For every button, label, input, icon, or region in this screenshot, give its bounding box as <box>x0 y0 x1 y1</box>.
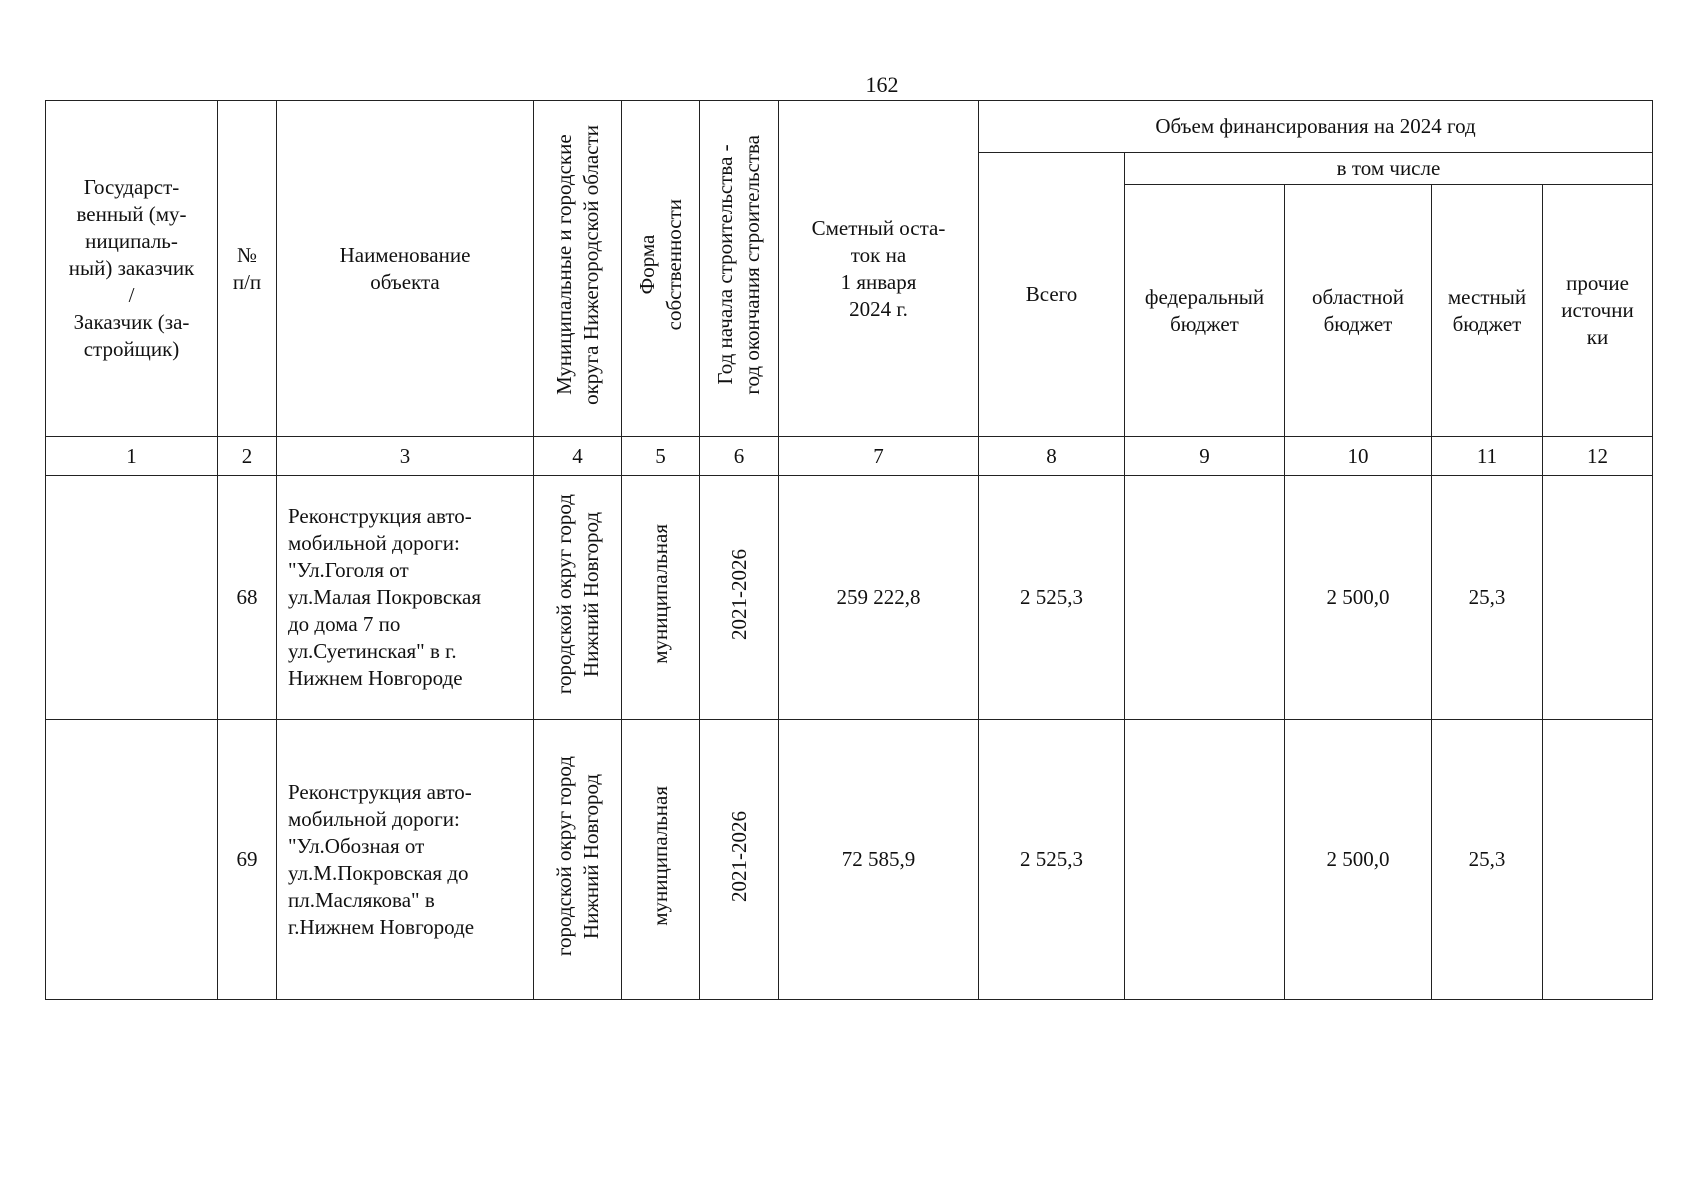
column-number: 8 <box>979 437 1125 476</box>
row-federal <box>1125 476 1285 720</box>
header-customer: Государст- венный (му- ниципаль- ный) заказчик / Заказчик (за- стройщик) <box>46 101 218 437</box>
header-federal: федеральный бюджет <box>1125 185 1285 437</box>
row-customer <box>46 476 218 720</box>
row-object-name: Реконструкция авто- мобильной дороги: "Ул.Обозная от ул.М.Покровская до пл.Маслякова" в г.Нижнем Новгороде <box>277 720 534 1000</box>
row-number: 68 <box>218 476 277 720</box>
column-numbers-row <box>46 437 1653 476</box>
row-ownership-text: муниципальная <box>648 524 672 664</box>
header-number: № п/п <box>218 101 277 437</box>
header-object-name: Наименование объекта <box>277 101 534 437</box>
column-number: 2 <box>218 437 277 476</box>
column-number: 11 <box>1432 437 1543 476</box>
column-number: 6 <box>700 437 779 476</box>
row-total: 2 525,3 <box>979 476 1125 720</box>
row-years <box>700 476 779 720</box>
row-ownership <box>622 720 700 1000</box>
row-local: 25,3 <box>1432 476 1543 720</box>
header-municipality <box>534 101 622 437</box>
row-local: 25,3 <box>1432 720 1543 1000</box>
row-ownership-text: муниципальная <box>648 786 672 926</box>
header-municipality-text: Муниципальные и городские округа Нижегородской области <box>551 125 603 405</box>
row-municipality-text: городской округ город Нижний Новгород <box>551 493 603 695</box>
row-estimate: 72 585,9 <box>779 720 979 1000</box>
page-number: 162 <box>865 72 899 97</box>
column-number: 9 <box>1125 437 1285 476</box>
column-number: 4 <box>534 437 622 476</box>
row-total: 2 525,3 <box>979 720 1125 1000</box>
header-years-text: Год начала строительства - год окончания строительства <box>713 135 764 395</box>
row-municipality <box>534 720 622 1000</box>
row-regional: 2 500,0 <box>1285 720 1432 1000</box>
column-number: 1 <box>46 437 218 476</box>
header-local: местный бюджет <box>1432 185 1543 437</box>
table-row <box>46 476 1653 720</box>
header-total: Всего <box>979 153 1125 437</box>
row-object-name: Реконструкция авто- мобильной дороги: "Ул.Гоголя от ул.Малая Покровская до дома 7 по ул.Суетинская" в г. Нижнем Новгороде <box>277 476 534 720</box>
row-years-text: 2021-2026 <box>726 810 751 902</box>
header-years <box>700 101 779 437</box>
column-number: 3 <box>277 437 534 476</box>
column-number: 5 <box>622 437 700 476</box>
column-number: 7 <box>779 437 979 476</box>
header-other: прочие источни ки <box>1543 185 1653 437</box>
column-number: 10 <box>1285 437 1432 476</box>
row-other <box>1543 720 1653 1000</box>
row-municipality <box>534 476 622 720</box>
header-ownership <box>622 101 700 437</box>
row-municipality-text: городской округ город Нижний Новгород <box>551 755 603 957</box>
header-ownership-text: Форма собственности <box>634 199 686 331</box>
row-years-text: 2021-2026 <box>726 548 751 640</box>
row-federal <box>1125 720 1285 1000</box>
row-customer <box>46 720 218 1000</box>
construction-financing-table <box>45 100 1653 1000</box>
table-row <box>46 720 1653 1000</box>
header-funding-group: Объем финансирования на 2024 год <box>979 101 1653 153</box>
header-including: в том числе <box>1125 153 1653 185</box>
row-ownership <box>622 476 700 720</box>
header-estimate: Сметный оста- ток на 1 января 2024 г. <box>779 101 979 437</box>
column-number: 12 <box>1543 437 1653 476</box>
header-regional: областной бюджет <box>1285 185 1432 437</box>
row-regional: 2 500,0 <box>1285 476 1432 720</box>
row-other <box>1543 476 1653 720</box>
row-years <box>700 720 779 1000</box>
header-row-1 <box>46 101 1653 153</box>
row-number: 69 <box>218 720 277 1000</box>
row-estimate: 259 222,8 <box>779 476 979 720</box>
